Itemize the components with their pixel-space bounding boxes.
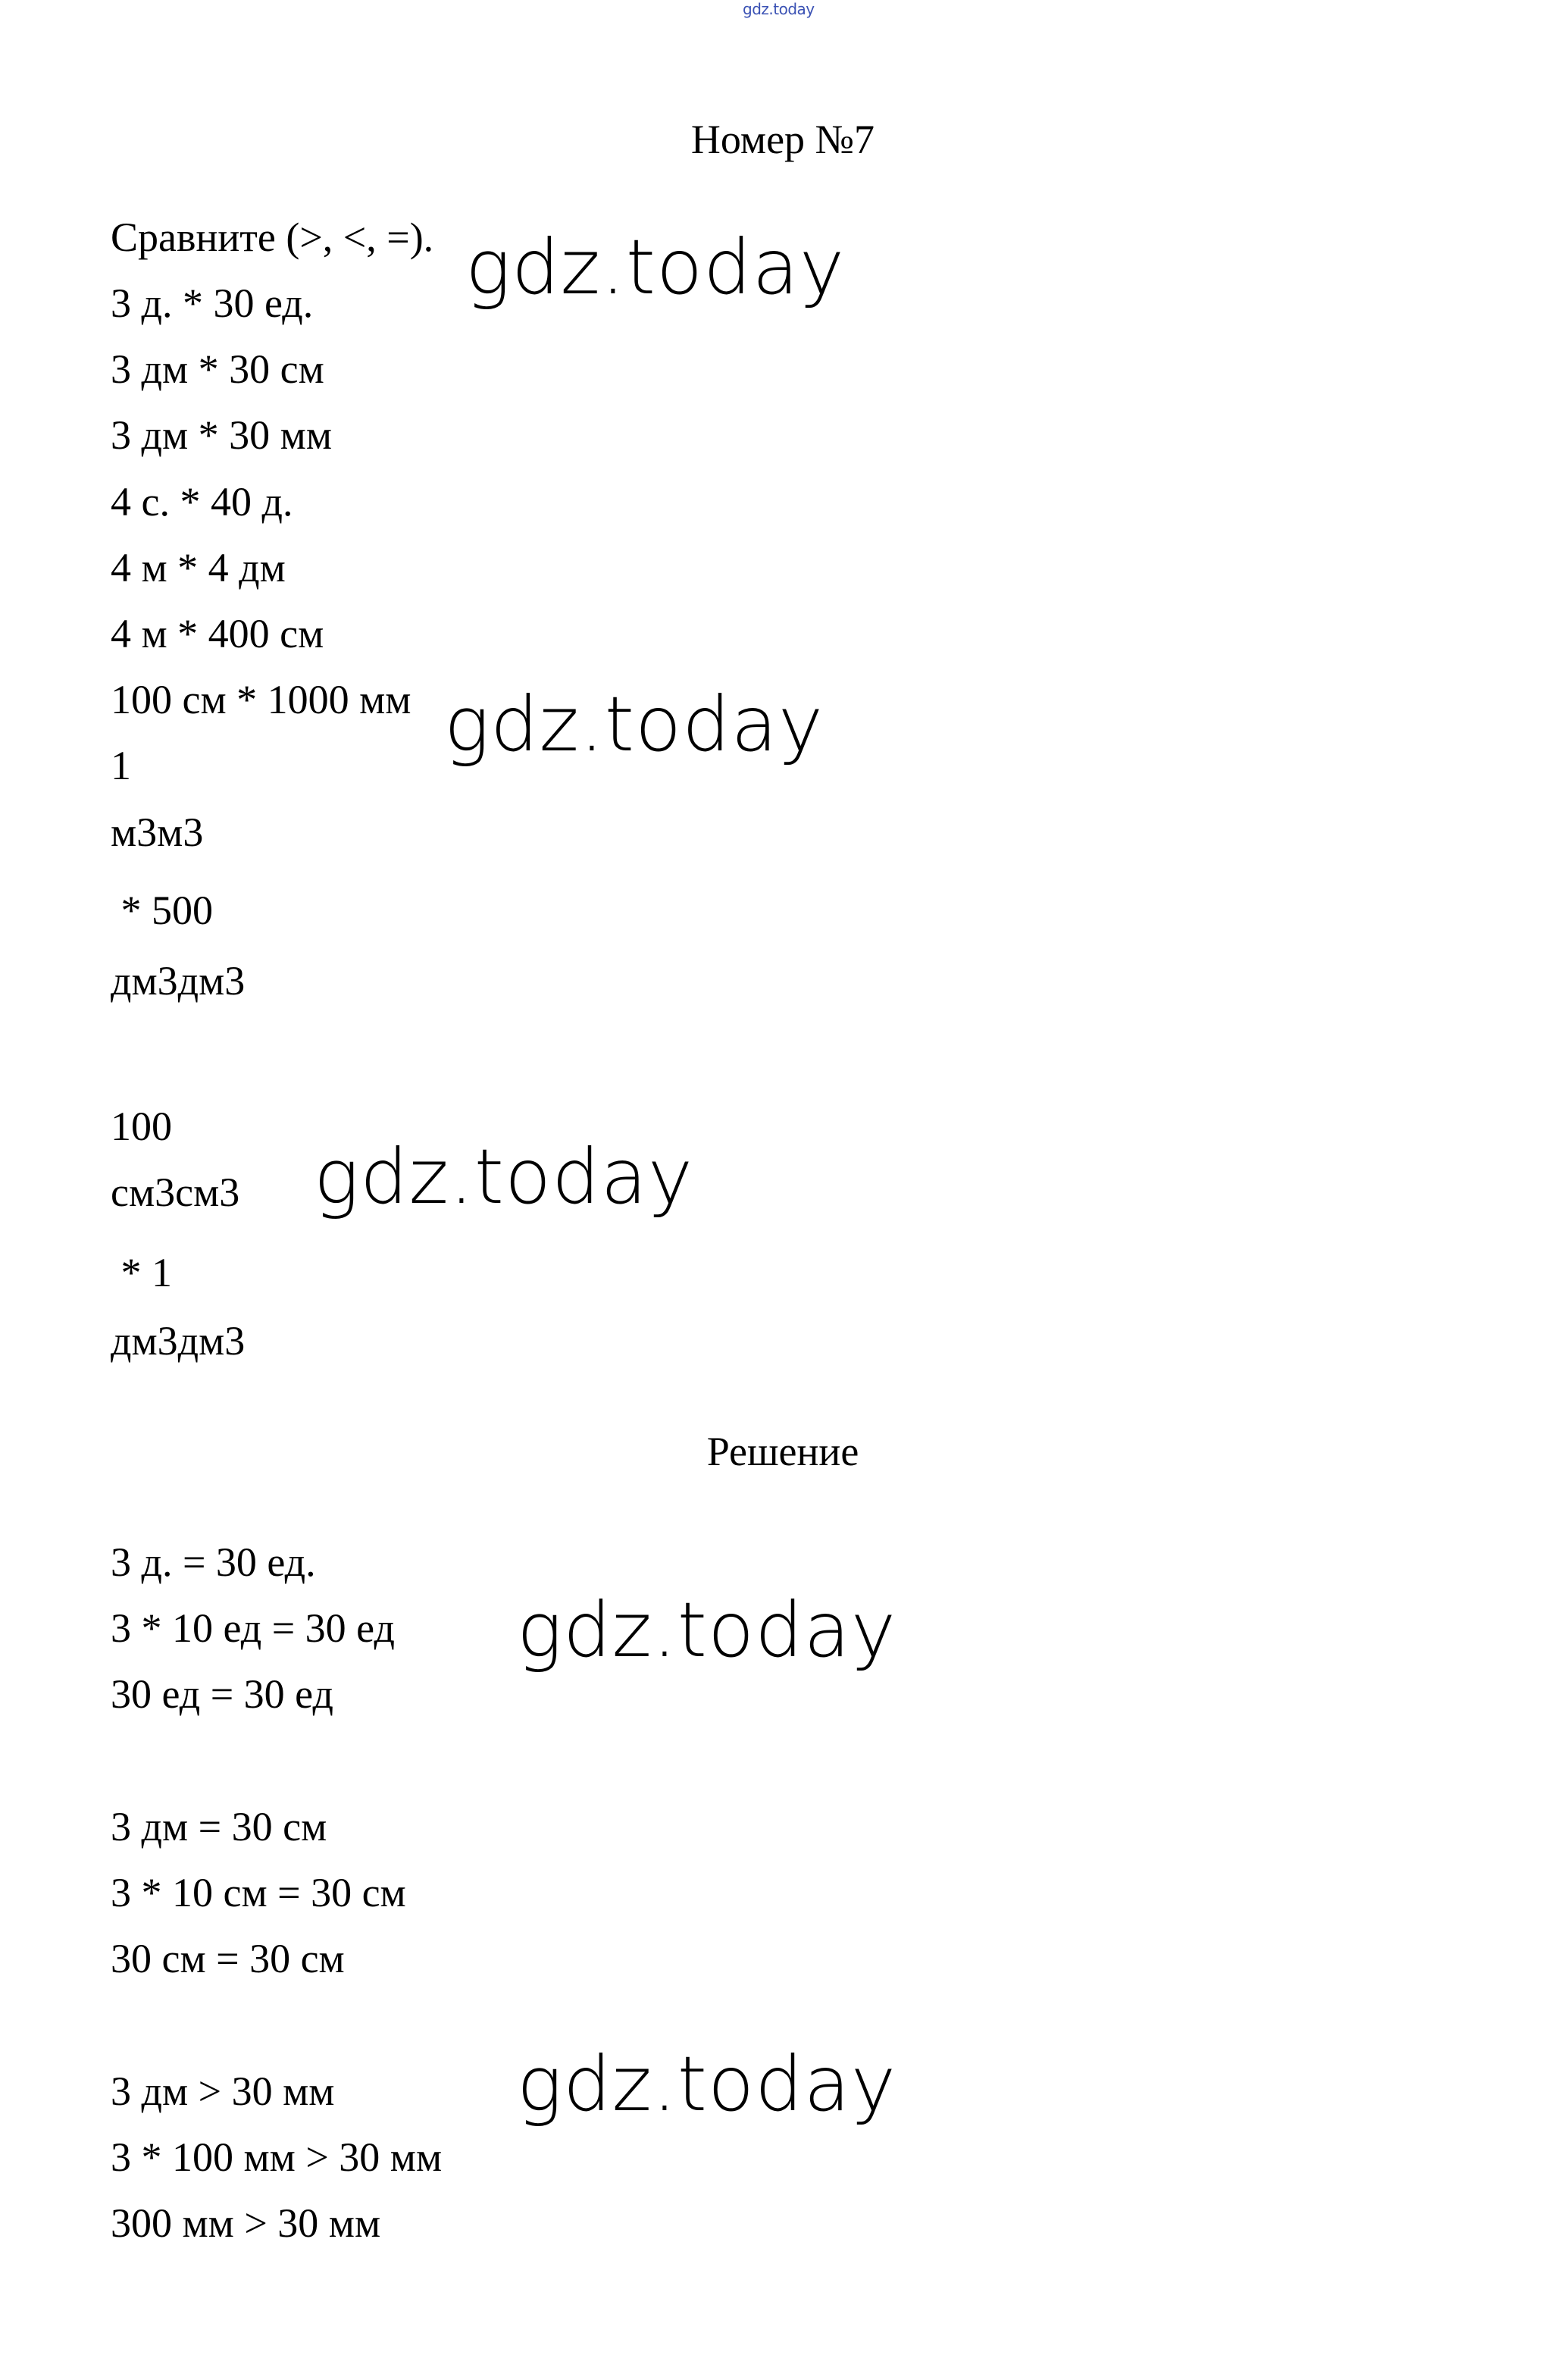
problem-line: 4 м * 400 см <box>111 611 324 656</box>
problem-line: 4 м * 4 дм <box>111 545 286 590</box>
solution-line: 30 ед = 30 ед <box>111 1671 333 1717</box>
problem-line: * 500 <box>111 888 213 933</box>
problem-line: 3 дм * 30 см <box>111 346 324 392</box>
watermark-text: gdz.today <box>517 1586 897 1674</box>
solution-line: 3 * 100 мм > 30 мм <box>111 2134 443 2180</box>
problem-line: дм3дм3 <box>111 958 246 1004</box>
problem-line: 100 см * 1000 мм <box>111 677 411 722</box>
solution-line: 30 см = 30 см <box>111 1936 345 1981</box>
problem-line: 100 <box>111 1104 172 1149</box>
problem-line: 3 дм * 30 мм <box>111 412 332 458</box>
problem-line: м3м3 <box>111 810 204 855</box>
solution-line: 300 мм > 30 мм <box>111 2200 381 2246</box>
watermark-text: gdz.today <box>444 680 824 769</box>
problem-line: * 1 <box>111 1250 172 1295</box>
watermark-text: gdz.today <box>517 2040 897 2128</box>
problem-title: Номер №7 <box>690 117 875 162</box>
solution-line: 3 дм = 30 см <box>111 1804 327 1849</box>
top-watermark-logo: gdz.today <box>743 0 815 18</box>
watermark-text: gdz.today <box>465 223 846 312</box>
watermark-text: gdz.today <box>314 1132 694 1221</box>
solution-line: 3 дм > 30 мм <box>111 2068 335 2114</box>
problem-line: 1 <box>111 743 131 788</box>
solution-title: Решение <box>706 1429 859 1474</box>
solution-line: 3 д. = 30 ед. <box>111 1539 316 1585</box>
problem-line: см3см3 <box>111 1170 240 1215</box>
problem-line: дм3дм3 <box>111 1318 246 1364</box>
solution-line: 3 * 10 см = 30 см <box>111 1870 406 1915</box>
solution-line: 3 * 10 ед = 30 ед <box>111 1605 395 1651</box>
problem-line: 4 с. * 40 д. <box>111 479 293 525</box>
problem-line: 3 д. * 30 ед. <box>111 280 314 326</box>
problem-instruction: Сравните (>, <, =). <box>111 215 434 260</box>
